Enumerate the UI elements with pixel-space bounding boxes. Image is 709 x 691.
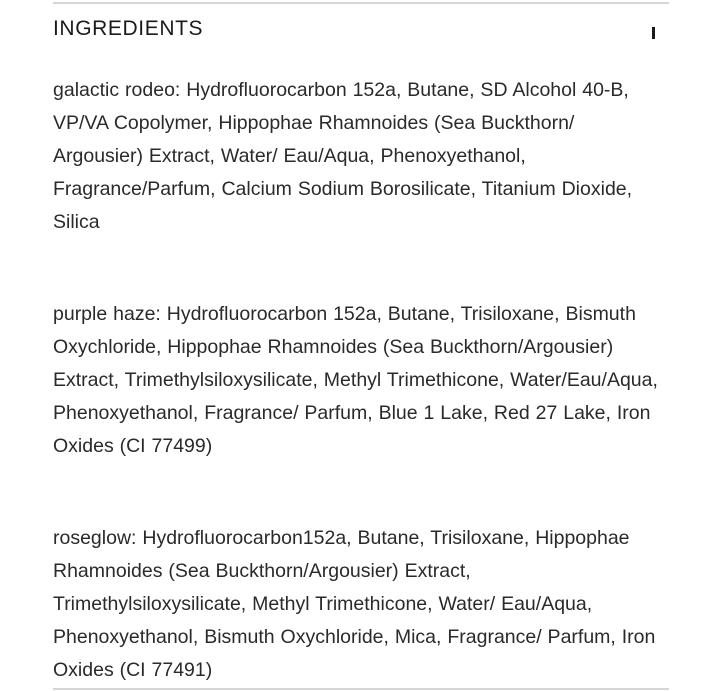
collapse-bar-icon[interactable] bbox=[652, 27, 655, 39]
ingredient-list-galactic-rodeo: galactic rodeo: Hydrofluorocarbon 152a, Butane, SD Alcohol 40-B, VP/VA Copolymer, Hippophae Rhamnoides (Sea Buckthorn/ Argousier) Extract, Water/ Eau/Aqua, Phenoxyethanol, Fragrance/Parfum, Calcium Sodium Borosilicate, Titanium Dioxide, Silica bbox=[53, 79, 633, 233]
ingredients-accordion-header[interactable] bbox=[53, 14, 669, 50]
section-title: INGREDIENTS bbox=[53, 17, 204, 40]
top-divider bbox=[53, 2, 669, 4]
bottom-divider bbox=[53, 688, 669, 690]
ingredient-list-purple-haze: purple haze: Hydrofluorocarbon 152a, Butane, Trisiloxane, Bismuth Oxychloride, Hippophae Rhamnoides (Sea Buckthorn/Argousier) Extract, Trimethylsiloxysilicate, Methyl Trimethicone, Water/Eau/Aqua, Phenoxyethanol, Fragrance/ Parfum, Blue 1 Lake, Red 27 Lake, Iron Oxides (CI 77499) bbox=[53, 303, 658, 457]
ingredient-list-roseglow: roseglow: Hydrofluorocarbon152a, Butane, Trisiloxane, Hippophae Rhamnoides (Sea Buckthorn/Argousier) Extract, Trimethylsiloxysilicate, Methyl Trimethicone, Water/ Eau/Aqua, Phenoxyethanol, Bismuth Oxychloride, Mica, Fragrance/ Parfum, Iron Oxides (CI 77491) bbox=[53, 527, 656, 681]
